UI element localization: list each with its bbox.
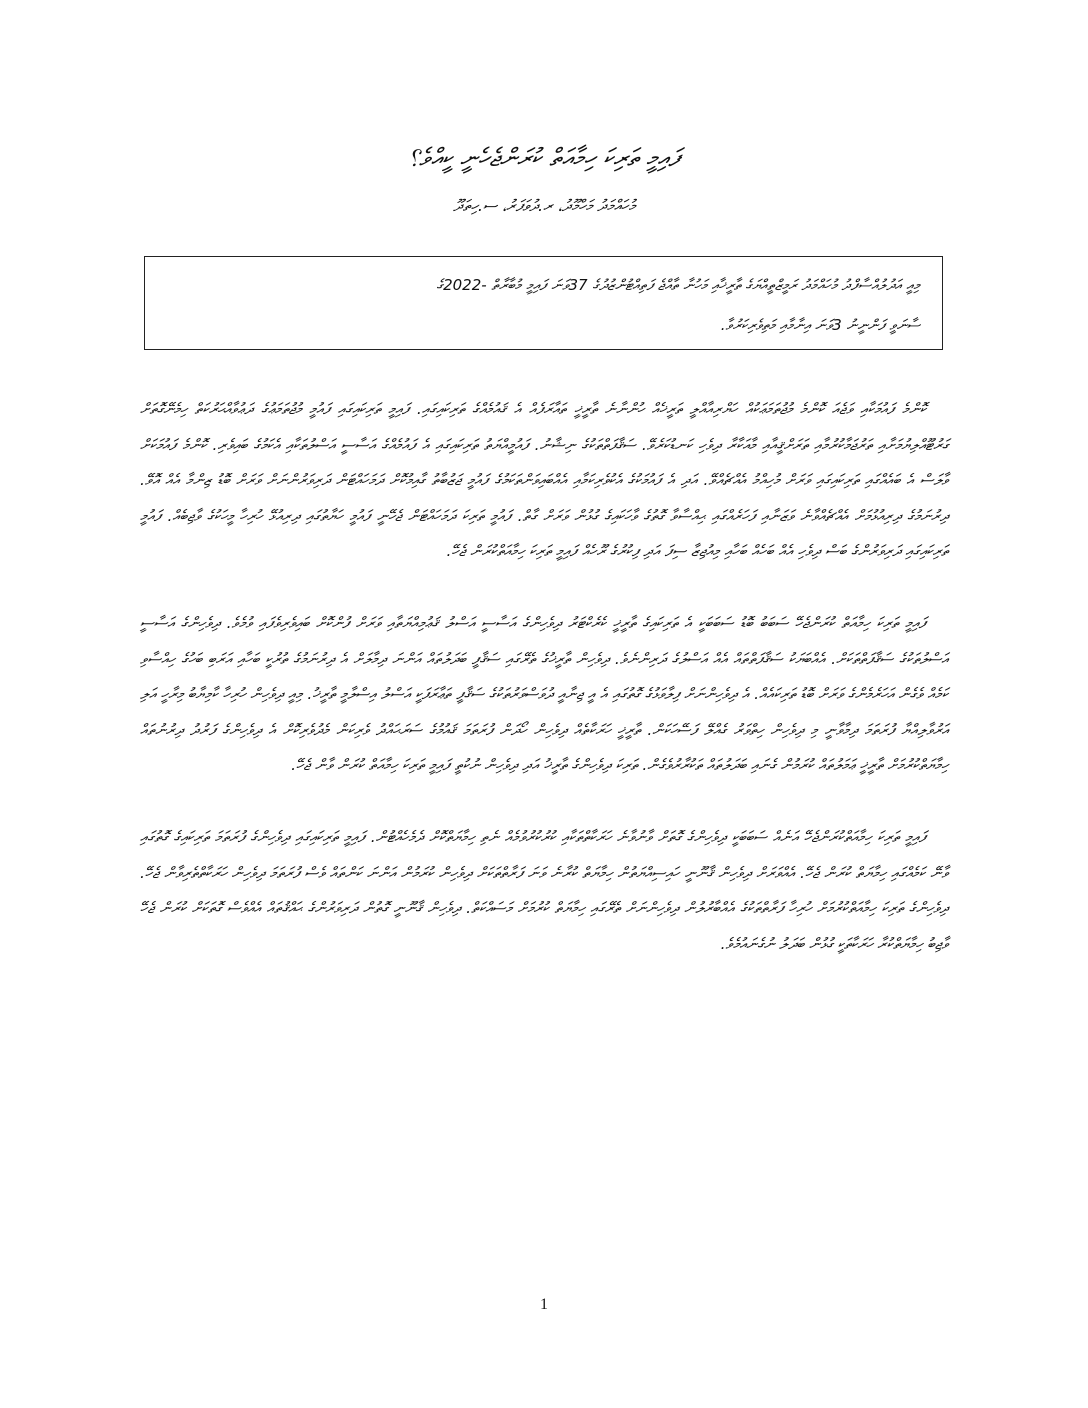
document-title: ފައިމީ ތަރިކަ ހިމާއަތް ކުރަންޖެހެނީ ކީއްވެ؟ <box>407 143 681 172</box>
author-byline: މުހައްމަދު މަހްމޫދު، ރ.ދުވަފަރު، ސ.ހިތަދޫ <box>453 196 635 215</box>
body-paragraph: ކޮންމެ ފައުމަކާއި ވަޖެއަ ކޮންމެ މުޖުތަމަޢަކުއް ހަޔްރިއާއްލީ ތަރީޚެއް ހުންނާނެ ތާރީޚީ ތައާރަފެއް އެ ޤައުމެއްގެ ތަރިކައިގައި. ފައިމީ ތަރިކައިގައި ފައުމީ މުޖުތަމަޢުގެ ދަޢުވާއްޙަރުކަތް ހިމެނޭގޮތަށް ގަރުޓޫއްލިޔުމަށާއި ތަރުޖަމާކުރުމާއި ތަރަށްޤީއާއި މާއަކާރާ ދިވެހި ކަނޑުކަރެވޭ. ސަޤާފަތްތަކުގެ ނިޝާނު. ފައުމީއްޔަތު ތަރިކައިގައި އެ ފައުމެއްގެ އަސާސީ އަސްލުތަކާއި އެކަމުގެ ބައިވެރި. ކޮންމެ ފައުމަކަށް ވާލަސް އެ ބައެއްގައި ތަރިކައިގައި ވަރަށް މުހިއްމު އެއްޗެއްވޭ. އަދި އެ ފައުމަކުގެ އެކުވެރިކަމާއި އެއްބައިވަންތަކަމުގެ ފައުމީ ޖަޒުބާތު ގާއިމުކޮށް ދަމަހައްޓަން ދަރިވަރުންނަށް ވަރަށް ބޮޑު ޒިންމާ އެއް އޮވޭ. ދިރުނަމުގެ ދިރިއުޅުމަށް އެއްޗެއްވާނެ ވަޒަނާއި ފަހަރެއްގައި ޙިއްސާވާ ގޮތުގެ ވާހަކައިގެ ގުޅުން ވަރަށް ގާތް. ފައުމީ ތަރިކަ ދަމަހައްޓަން ޖެހޭނީ ފައުމީ ހަޔާތުގައި ދިރިއުޅޭ ހުރިހާ މީހަކުގެ ވާޖިބެއް. ފައުމީ ތަރިކައިގައި ދަރިވަރުންގެ ބަސް ދިވެހި އެއް ބަހެއް ބަހާއި މިއުޖިޒާ ސިފަ އަދި ފިކުރުގެ ރޫހެއް ފައިމީ ތަރިކަ ހިމާއަތްކުރަން ޖެހޭ. <box>140 400 948 561</box>
body-paragraph: ފައިމީ ތަރިކަ ހިމާއަތް ކުރަންޖެހޭ ސަބަބު ބޮޑު ސަބަބަކީ އެ ތަރިކައިގެ ތާރީޚީ ކެރެކްޓަރު ދިވެހިންގެ އަސާސީ އަސްލު ޤަޢުމިއްޔަތާއި ވަރަށް ފުންކޮށް ބައިވެރިވެފައި ވުމެވެ. ދިވެހިންގެ އަސާސީ އަސްލުތަކުގެ ސަޤާފަތްތަކަށް. އެއްބަޔަކު ސަޤާފަތްތައް އެއް އަސްލުގެ ދަރިންނެވެ. ދިވެހިން ތާރީޚުގެ ތެރޭގައި ސަޤާފީ ބަދަލުތައް އަންނަ ދިމާލަށް އެ ދިރުނަމުގެ ތުރުކީ ބަހާއި އަރަބި ބަހުގެ ހިއްސާވި ކަމެއް ވެގެން އަހަރެމެންގެ ވަރަށް ބޮޑު ތަރިކައެއް. އެ ދިވެހިންނަށް ފިލާވަޅުގެ ގޮތުގައި އެ އީ ޖިނާއީ ދުވަސްވަރުތަކުގެ ސަޤާފީ ތަޢާރަފަކީ އަސްލު އިސްލާމީ ތާރީޚު. މިއީ ދިވެހިން ހުރިހާ ކާމިޔާބު މިރާހީ އަލި އަރުވާލިއްޔާ ފުރަތަމަ ދިމާވާނީ މި ދިވެހިން ހިތްވަރު ގެއްލޭ ފަސޭހަކަން. ތާރީޚީ ހަރަކާތެއް ދިވެހިން ހޯދަން ފުރަތަމަ ޤައުމުގެ ސަރަޙައްދު ވެރިކަން މެދުވެރިކޮށް އެ ދިވެހިންގެ ފަރުދު ދިރުނުތައް ހިމާޔަތްކުރުމަށް ތާރީޚީ ޢަމަލުތައް ކުރަމުން ގެނައި ބަދަލުތައް ތަކުރާރުވެގެން. ތަރިކަ ދިވެހިންގެ ތާރީޚު އަދި ދިވެހިން ނުކުތީ ފައިމީ ތަރިކަ ހިމާއަތް ކުރަން ވާން ޖެހޭ. <box>140 613 948 775</box>
abstract-line: ސާނަވީ ފަންނީނު 3ވަނަ އިނާމާއި މަތިވެރިކަރުވާ. <box>720 316 920 334</box>
abstract-box <box>144 256 943 350</box>
page-number: 1 <box>540 1296 548 1313</box>
abstract-line: މިއީ އަދުލުއްސާފްދު މުހައްމަދު ރަމީޒްތީއްޔަގެ ތާރީޚާއި މަހުނާ ތާއްޖެ ފަތިއްޓުންޒުދުގެ 37ވަނަ ފައިމީ މުބާރާތް -2022ގެ <box>436 276 920 294</box>
body-text <box>140 392 948 998</box>
body-paragraph: ފައިމީ ތަރިކަ ހިމާއަތްކުރަންޖެހޭ އަނެއް ސަބަބަކީ ދިވެހިންގެ ގޮތަށް ވާނުވާނެ ހަރަކާތްތަކާއި ކުރުކުރުވުމެއް ނެތި ހިމާޔަތްކޮށް ދެމެހެއްޓުން. ފައިމީ ތަރިކައިގައި ދިވެހިންގެ ފުރަތަމަ ތަރިކައިގެ ގޮތުގައި ވާނޭ ކަމެއްގައި ހިމާޔަތް ކުރަން ޖެހޭ. އެއްވަރަށް ދިވެހިން ޤާނޫނީ ހައިސިއްޔަތުން ހިމާޔަތް ކުރާނެ ވަނަ ފަރާތްތަކަށް ދިވެހިން ކުރަމުން އަންނަ ކަންތައް ވެސް ފުރަތަމަ ދިވެހިން ހަރަކާތްތެރިވާން ޖެހޭ. ދިވެހިންގެ ތަރިކަ ހިމާއަތްކުރުމަށް ހުރިހާ ފަރާތްތަކުގެ އެއްބާރުލުން ދިވެހިންނަށް ތެރޭގައި ހިމާޔަތް ކުރުމަށް މަސައްކަތް. ދިވެހިން ޤާނޫނީ ގޮތުން ދަރިވަރުންގެ ޙައްޤުތައް އެއްވެސް ގޮތަކަށް ކުރަން ޖެހޭ ވާޖިބު ހިމާޔަތްކުރާ ހަރަކާތަކީ ގުޅުން ބަދަލު ނުގެނައުމެވެ. <box>140 827 948 953</box>
